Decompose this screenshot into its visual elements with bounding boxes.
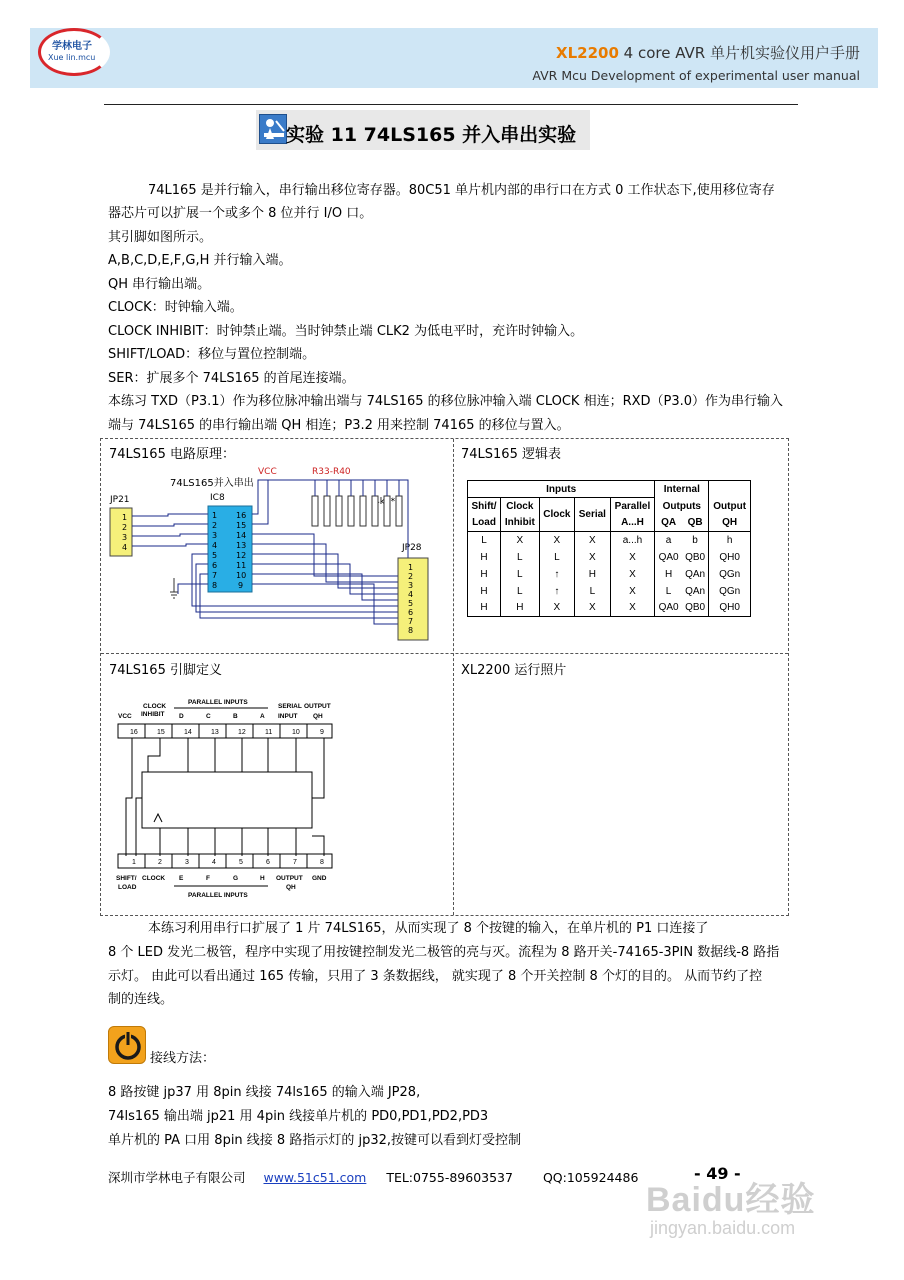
pinout-clock-top: CLOCK	[143, 703, 167, 710]
svg-text:F: F	[206, 875, 210, 882]
intro-line-2: 器芯片可以扩展一个或多个 8 位并行 I/O 口。	[108, 206, 373, 221]
svg-text:7: 7	[408, 617, 414, 626]
col-shift: Shift/	[468, 498, 501, 515]
pinout-diagram	[108, 686, 340, 906]
intro-line-7: CLOCK INHIBIT：时钟禁止端。当时钟禁止端 CLK2 为低电平时，充许时钟输入。	[108, 324, 584, 339]
intro-line-10: 本练习 TXD（P3.1）作为移位脉冲输出端与 74LS165 的移位脉冲输入端 CLOCK 相连；RXD（P3.0）作为串行输入	[108, 394, 784, 409]
svg-text:7: 7	[212, 571, 218, 580]
svg-text:8: 8	[320, 859, 324, 866]
intro-line-6: CLOCK：时钟输入端。	[108, 300, 243, 315]
intro-line-8: SHIFT/LOAD：移位与置位控制端。	[108, 347, 316, 362]
grid-divider-vertical	[453, 439, 454, 915]
pinout-gnd: GND	[312, 875, 327, 882]
svg-text:8: 8	[408, 626, 414, 635]
manual-title	[556, 42, 860, 63]
svg-text:C: C	[206, 713, 211, 720]
svg-text:11: 11	[265, 729, 273, 736]
schematic-resistors: R33-R40	[312, 467, 351, 477]
wiring-label: 接线方法：	[150, 1051, 216, 1066]
col-qb: QB	[682, 515, 709, 532]
page-title: 实验 11 74LS165 并入串出实验	[286, 124, 577, 146]
jp21-connector	[110, 508, 132, 556]
svg-text:2: 2	[408, 572, 414, 581]
header-rule	[104, 104, 798, 105]
watermark-brand: Baidu经验	[646, 1181, 816, 1219]
col-output: Output	[709, 498, 751, 515]
svg-text:14: 14	[236, 531, 247, 540]
body-line-1: 本练习利用串行口扩展了 1 片 74LS165，从而实现了 8 个按键的输入，在单片机的 P1 口连接了	[148, 921, 709, 936]
power-icon	[108, 1026, 146, 1064]
svg-text:3: 3	[408, 581, 414, 590]
intro-line-9: SER：扩展多个 74LS165 的首尾连接端。	[108, 371, 355, 386]
schematic-jp28-label: JP28	[402, 543, 422, 553]
body-line-2: 8 个 LED 发光二极管，程序中实现了用按键控制发光二极管的亮与灭。流程为 8 路开关-74165-3PIN 数据线-8 路指	[108, 945, 780, 960]
svg-text:6: 6	[408, 608, 414, 617]
svg-text:2: 2	[212, 521, 218, 530]
svg-text:2: 2	[158, 859, 162, 866]
logic-truth-table	[467, 480, 751, 617]
col-inhibit: Inhibit	[501, 515, 540, 532]
body-line-3: 示灯。 由此可以看出通过 165 传输，只用了 3 条数据线， 就实现了 8 个开关控制 8 个灯的目的。 从而节约了控	[108, 969, 763, 984]
col-ah: A...H	[610, 515, 655, 532]
pinout-output-bottom: OUTPUT	[276, 875, 303, 882]
footer-website-link[interactable]: www.51c51.com	[263, 1170, 367, 1185]
svg-text:1: 1	[212, 511, 218, 520]
wiring-line-3: 单片机的 PA 口用 8pin 线接 8 路指示灯的 jp32,按键可以看到灯受控制	[108, 1133, 522, 1148]
logo-ring	[38, 28, 110, 76]
logo-english: Xue lin.mcu	[48, 53, 96, 62]
svg-text:6: 6	[212, 561, 218, 570]
pinout-qh-bottom: QH	[286, 884, 296, 891]
svg-text:16: 16	[236, 511, 247, 520]
circuit-schematic	[108, 466, 436, 648]
svg-text:16: 16	[130, 729, 138, 736]
wiring-line-2: 74ls165 输出端 jp21 用 4pin 线接单片机的 PD0,PD1,PD2,PD3	[108, 1109, 489, 1124]
footer-qq: QQ:105924486	[542, 1170, 639, 1185]
svg-text:15: 15	[157, 729, 165, 736]
schematic-title: 74LS165并入串出	[170, 478, 254, 489]
manual-title-rest: 4 core AVR 单片机实验仪用户手册	[618, 44, 860, 62]
svg-text:E: E	[179, 875, 184, 882]
svg-text:9: 9	[320, 729, 324, 736]
intro-line-4: A,B,C,D,E,F,G,H 并行输入端。	[108, 253, 292, 268]
watermark-url: jingyan.baidu.com	[650, 1218, 796, 1238]
svg-text:B: B	[233, 713, 238, 720]
pinout-parallel-inputs-bottom: PARALLEL INPUTS	[188, 892, 248, 899]
table-row: H L ↑ L X L QAn QGn	[468, 583, 751, 600]
svg-text:14: 14	[184, 729, 192, 736]
col-clock2: Clock	[539, 498, 575, 532]
svg-text:1: 1	[408, 563, 414, 572]
svg-text:D: D	[179, 713, 184, 720]
svg-text:5: 5	[239, 859, 243, 866]
pinout-parallel-inputs-top: PARALLEL INPUTS	[188, 699, 248, 706]
photo-label: XL2200 运行照片	[461, 663, 567, 678]
model-name: XL2200	[556, 44, 619, 62]
intro-line-11: 端与 74LS165 的串行输出端 QH 相连；P3.2 用来控制 74165 的移位与置入。	[108, 418, 570, 433]
pinout-vcc: VCC	[118, 713, 132, 720]
col-qa: QA	[655, 515, 682, 532]
svg-text:6: 6	[266, 859, 270, 866]
svg-text:10: 10	[292, 729, 300, 736]
tools-icon	[259, 114, 287, 144]
table-row: H L L X X QA0 QB0 QH0	[468, 549, 751, 566]
intro-line-1: 74L165 是并行输入，串行输出移位寄存器。80C51 单片机内部的串行口在方式 0 工作状态下,使用移位寄存	[148, 183, 775, 198]
internal-header: Internal	[655, 481, 709, 498]
table-row: H L ↑ H X H QAn QGn	[468, 566, 751, 583]
svg-text:13: 13	[211, 729, 219, 736]
svg-text:11: 11	[236, 561, 247, 570]
schematic-vcc: VCC	[258, 467, 277, 477]
svg-text:H: H	[260, 875, 265, 882]
svg-text:A: A	[260, 713, 265, 720]
svg-text:9: 9	[238, 581, 244, 590]
manual-subtitle: AVR Mcu Development of experimental user manual	[532, 68, 860, 83]
pinout-output-top: OUTPUT	[304, 703, 331, 710]
col-serial: Serial	[575, 498, 611, 532]
footer-company: 深圳市学林电子有限公司	[108, 1170, 246, 1185]
pinout-inhibit: INHIBIT	[141, 711, 165, 718]
pinout-input: INPUT	[278, 713, 298, 720]
pinout-shift: SHIFT/	[116, 875, 137, 882]
svg-text:4: 4	[212, 859, 216, 866]
table-row: H H X X X QA0 QB0 QH0	[468, 600, 751, 617]
svg-text:4: 4	[212, 541, 218, 550]
intro-line-5: QH 串行输出端。	[108, 277, 211, 292]
circuit-label: 74LS165 电路原理：	[109, 447, 235, 462]
pinout-qh-top: QH	[313, 713, 323, 720]
col-clock: Clock	[501, 498, 540, 515]
company-logo	[38, 28, 110, 76]
body-line-4: 制的连线。	[108, 992, 174, 1007]
svg-text:12: 12	[236, 551, 247, 560]
table-row: L X X X a...h a b h	[468, 532, 751, 549]
pinout-label: 74LS165 引脚定义	[109, 663, 222, 678]
svg-text:10: 10	[236, 571, 247, 580]
svg-text:7: 7	[293, 859, 297, 866]
svg-text:3: 3	[212, 531, 218, 540]
svg-text:15: 15	[236, 521, 247, 530]
svg-text:12: 12	[238, 729, 246, 736]
col-qh: QH	[709, 515, 751, 532]
svg-text:1: 1	[122, 513, 128, 522]
wiring-line-1: 8 路按键 jp37 用 8pin 线接 74ls165 的输入端 JP28,	[108, 1085, 421, 1100]
svg-text:1: 1	[132, 859, 136, 866]
page-number: - 49 -	[694, 1164, 741, 1183]
svg-text:4: 4	[408, 590, 414, 599]
output-header-blank	[709, 481, 751, 498]
logo-chinese: 学林电子	[52, 41, 92, 52]
watermark	[646, 1172, 816, 1238]
schematic-jp21-label: JP21	[110, 495, 130, 505]
pinout-load: LOAD	[118, 884, 137, 891]
footer-tel: TEL:0755-89603537	[386, 1170, 513, 1185]
svg-text:5: 5	[212, 551, 218, 560]
svg-text:3: 3	[122, 533, 128, 542]
svg-text:G: G	[233, 875, 239, 882]
col-load: Load	[468, 515, 501, 532]
schematic-ic-label: IC8	[210, 493, 225, 503]
col-outputs: Outputs	[655, 498, 709, 515]
footer	[108, 1168, 638, 1186]
experiment-title-box	[256, 110, 590, 150]
svg-text:3: 3	[185, 859, 189, 866]
inputs-header: Inputs	[468, 481, 655, 498]
svg-text:8: 8	[212, 581, 218, 590]
intro-line-3: 其引脚如图所示。	[108, 230, 213, 245]
svg-text:4: 4	[122, 543, 128, 552]
col-parallel: Parallel	[610, 498, 655, 515]
svg-text:5: 5	[408, 599, 414, 608]
logic-table-label: 74LS165 逻辑表	[461, 447, 561, 462]
grid-divider-horizontal	[101, 653, 788, 654]
pinout-clock-bottom: CLOCK	[142, 875, 166, 882]
pinout-serial: SERIAL	[278, 703, 302, 710]
svg-text:13: 13	[236, 541, 247, 550]
svg-text:2: 2	[122, 523, 128, 532]
